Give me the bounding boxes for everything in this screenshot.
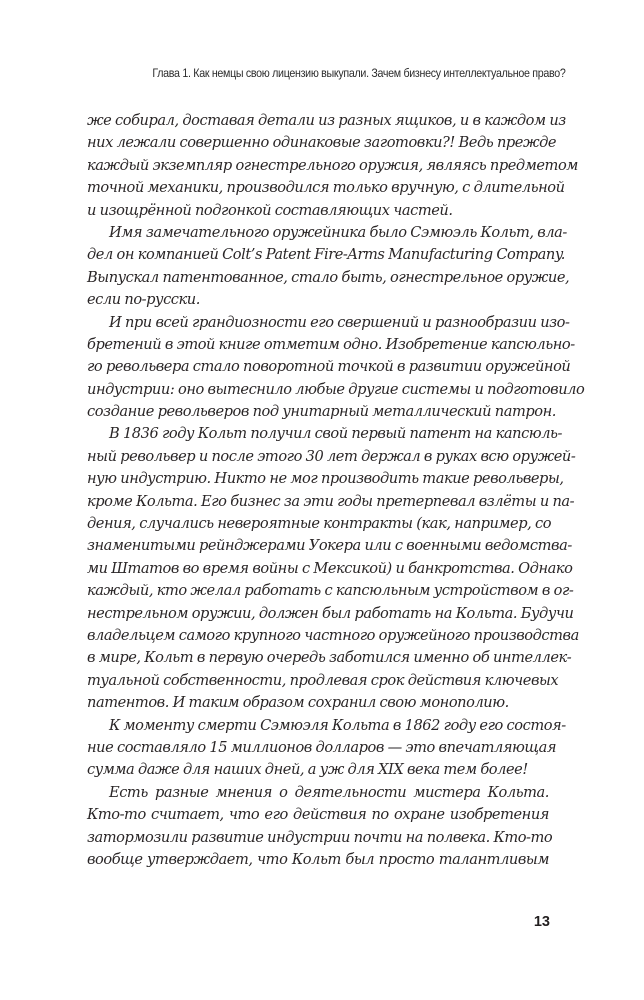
text-line: К моменту смерти Сэмюэля Кольта в 1862 году его состоя- xyxy=(109,716,566,734)
text-line: создание револьверов под унитарный металлический патрон. xyxy=(87,403,556,421)
text-line: патентов. И таким образом сохранил свою монополию. xyxy=(87,694,509,712)
text-line: бретений в этой книге отметим одно. Изобретение капсюльно- xyxy=(87,335,575,353)
text-line: дел он компанией Colt’s Patent Fire-Arms Manufacturing Company. xyxy=(87,246,565,264)
text-line: них лежали совершенно одинаковые заготовки?! Ведь прежде xyxy=(87,134,557,152)
text-line: ную индустрию. Никто не мог производить такие револьверы, xyxy=(87,470,564,488)
text-line: вообще утверждает, что Кольт был просто талантливым xyxy=(87,850,549,868)
text-line: каждый, кто желал работать с капсюльным устройством в ог- xyxy=(87,582,574,600)
text-line: знаменитыми рейнджерами Уокера или с военными ведомства- xyxy=(87,537,572,555)
text-line: дения, случались невероятные контракты (как, например, со xyxy=(87,515,552,533)
text-line: Выпускал патентованное, стало быть, огнестрельное оружие, xyxy=(87,268,570,286)
text-line: точной механики, производился только вручную, с длительной xyxy=(87,179,565,197)
paragraph xyxy=(87,715,566,782)
text-line: Кто-то считает, что его действия по охране изобретения xyxy=(87,806,549,824)
running-header: Глава 1. Как немцы свою лицензию выкупали. Зачем бизнесу интеллектуальное право? xyxy=(152,66,566,80)
text-line: ный револьвер и после этого 30 лет держал в руках всю оружей- xyxy=(87,447,576,465)
text-line: каждый экземпляр огнестрельного оружия, являясь предметом xyxy=(87,156,578,174)
text-line: индустрии: оно вытеснило любые другие системы и подготовило xyxy=(87,380,585,398)
paragraph xyxy=(87,312,585,424)
text-line: Есть разные мнения о деятельности мистера Кольта. xyxy=(109,783,549,801)
text-line: кроме Кольта. Его бизнес за эти годы претерпевал взлёты и па- xyxy=(87,492,575,510)
paragraph xyxy=(87,782,553,872)
text-line: ми Штатов во время войны с Мексикой) и банкротства. Однако xyxy=(87,559,573,577)
paragraph xyxy=(87,110,578,222)
text-line: В 1836 году Кольт получил свой первый патент на капсюль- xyxy=(109,425,563,443)
text-line: если по-русски. xyxy=(87,291,200,309)
text-line: И при всей грандиозности его свершений и разнообразии изо- xyxy=(109,313,570,331)
text-line: туальной собственности, продлевая срок действия ключевых xyxy=(87,671,559,689)
page-number: 13 xyxy=(533,914,550,930)
text-line: го револьвера стало поворотной точкой в развитии оружейной xyxy=(87,358,571,376)
text-line: и изощрённой подгонкой составляющих частей. xyxy=(87,201,453,219)
text-line: сумма даже для наших дней, а уж для XIX века тем более! xyxy=(87,761,528,779)
text-line: же собирал, доставая детали из разных ящиков, и в каждом из xyxy=(87,112,566,129)
paragraph xyxy=(87,423,579,714)
text-line: нестрельном оружии, должен был работать на Кольта. Будучи xyxy=(87,604,574,622)
text-line: владельцем самого крупного частного оружейного производства xyxy=(87,626,579,644)
paragraph xyxy=(87,222,570,312)
body-text xyxy=(87,110,585,871)
text-line: ние составляло 15 миллионов долларов — это впечатляющая xyxy=(87,738,557,756)
text-line: в мире, Кольт в первую очередь заботился именно об интеллек- xyxy=(87,649,572,667)
text-line: затормозили развитие индустрии почти на полвека. Кто-то xyxy=(87,828,553,846)
text-line: Имя замечательного оружейника было Сэмюэль Кольт, вла- xyxy=(109,223,567,241)
